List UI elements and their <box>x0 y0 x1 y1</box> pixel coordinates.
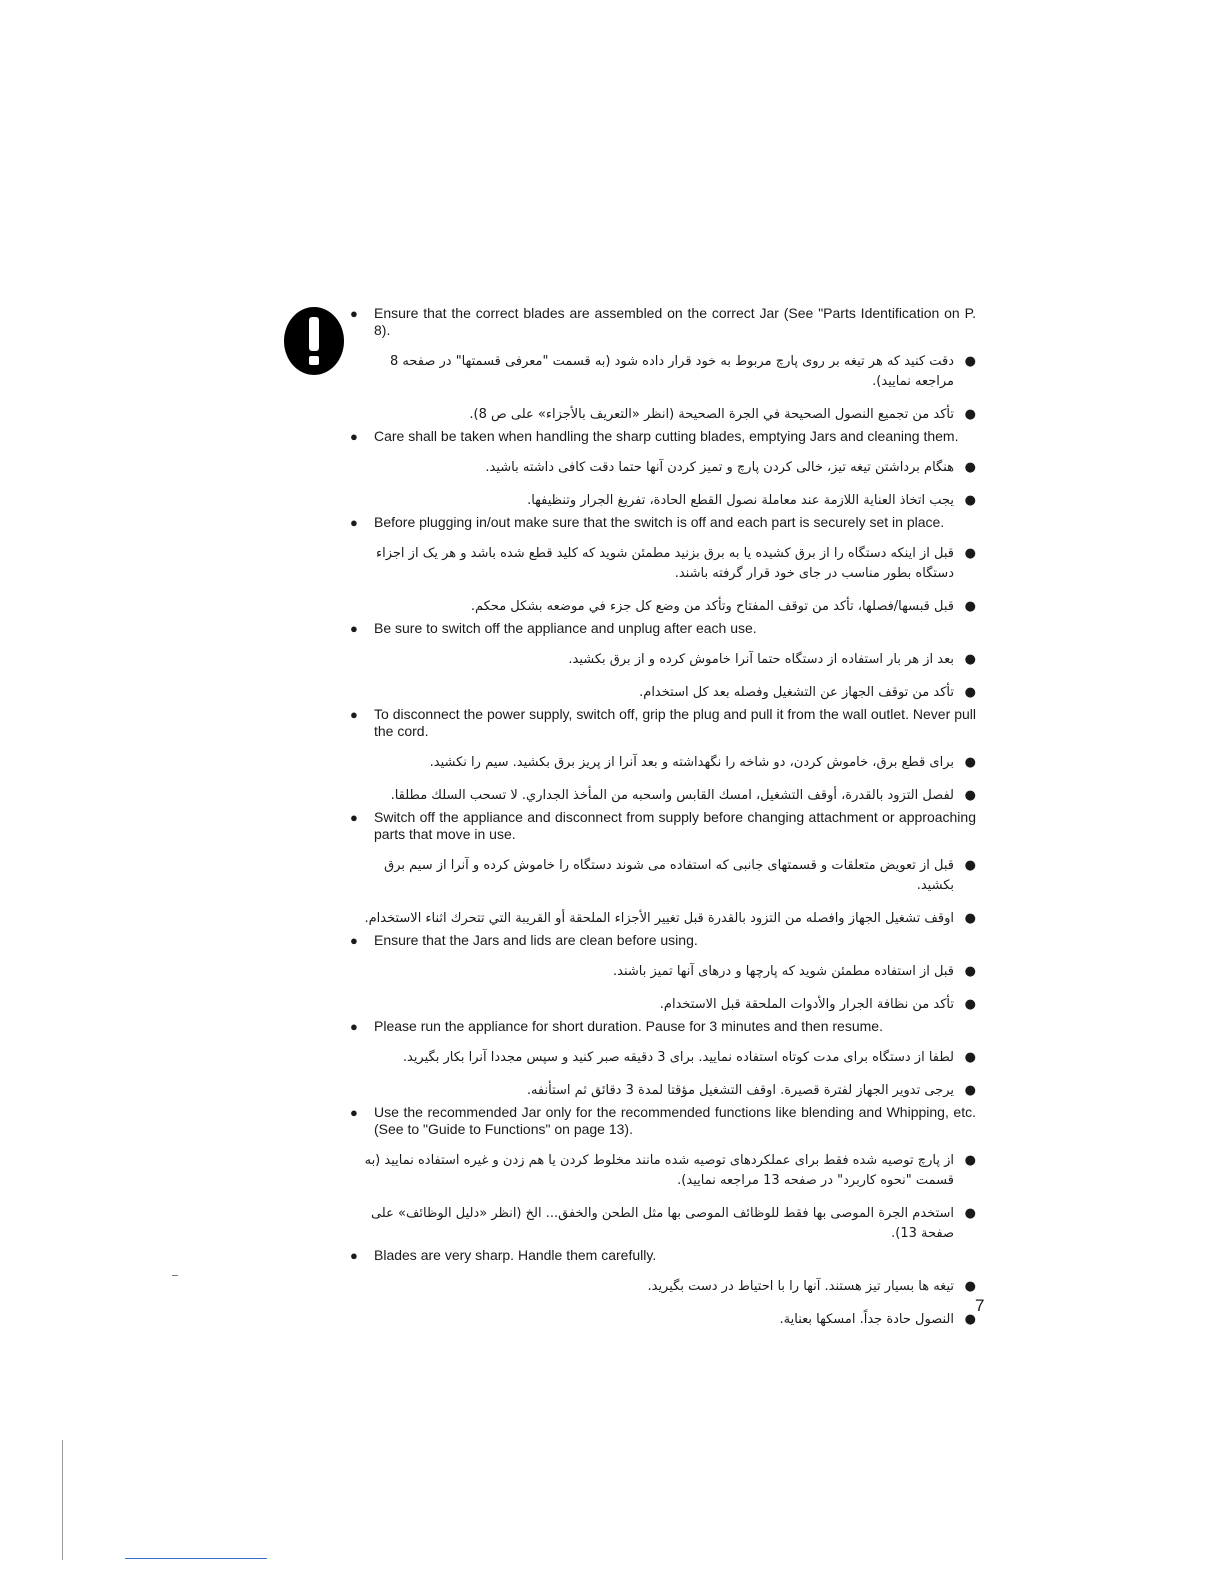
instruction-persian: ● دقت کنید که هر تیغه بر روی پارچ مربوط به خود قرار داده شود (به قسمت "معرفی قسمتها" در صفحه 8 مراجعه نمایید). <box>350 352 976 392</box>
page-number: 7 <box>975 1296 985 1315</box>
instruction-english: ● Be sure to switch off the appliance and unplug after each use. <box>350 620 976 637</box>
instruction-item <box>350 1104 976 1244</box>
instruction-persian: ● از پارچ توصیه شده فقط برای عملکردهای توصیه شده مانند مخلوط کردن یا هم زدن و غیره استفاده نمایید (به قسمت "نحوه کاربرد" در صفحه 13 مراجعه نمایید). <box>350 1151 976 1191</box>
instruction-arabic: ● قبل قبسها/فصلها، تأكد من توقف المفتاح وتأكد من وضع كل جزء في موضعه بشكل محكم. <box>350 597 976 617</box>
instruction-english: ● Use the recommended Jar only for the recommended functions like blending and Whipping, etc. (See to "Guide to Functions" on page 13). <box>350 1104 976 1138</box>
instruction-persian: ● هنگام برداشتن تیغه تیز، خالی کردن پارچ و تمیز کردن آنها حتما دقت کافی داشته باشید. <box>350 458 976 478</box>
instruction-item <box>350 620 976 703</box>
instruction-persian: ● لطفا از دستگاه برای مدت کوتاه استفاده نمایید. برای 3 دقیقه صبر کنید و سپس مجددا آنرا بکار بگیرید. <box>350 1048 976 1068</box>
instruction-item <box>350 1018 976 1101</box>
instruction-english: ● Ensure that the correct blades are assembled on the correct Jar (See "Parts Identification on P. 8). <box>350 305 976 339</box>
instruction-persian: ● قبل از تعویض متعلقات و قسمتهای جانبی که استفاده می شوند دستگاه را خاموش کرده و آنرا از سیم برق بکشید. <box>350 856 976 896</box>
instruction-arabic: ● استخدم الجرة الموصى بها فقط للوظائف الموصى بها مثل الطحن والخفق... الخ (انظر «دليل الوظائف» على صفحة 13). <box>350 1204 976 1244</box>
instruction-item <box>350 932 976 1015</box>
instruction-arabic: ● اوقف تشغيل الجهاز وافصله من التزود بالقدرة قبل تغيير الأجزاء الملحقة أو القريبة التي تتحرك اثناء الاستخدام. <box>350 909 976 929</box>
instruction-english: ● Please run the appliance for short duration. Pause for 3 minutes and then resume. <box>350 1018 976 1035</box>
instruction-english: ● Before plugging in/out make sure that the switch is off and each part is securely set in place. <box>350 514 976 531</box>
instruction-english: ● To disconnect the power supply, switch off, grip the plug and pull it from the wall outlet. Never pull the cord. <box>350 706 976 740</box>
instruction-persian: ● تیغه ها بسیار تیز هستند. آنها را با احتیاط در دست بگیرید. <box>350 1277 976 1297</box>
instruction-arabic: ● لفصل التزود بالقدرة، أوقف التشغيل، امسك القابس واسحبه من المأخذ الجداري. لا تسحب السلك مطلقا. <box>350 786 976 806</box>
instruction-item <box>350 1247 976 1330</box>
instruction-arabic: ● النصول حادة جداً. امسكها بعناية. <box>350 1310 976 1330</box>
footer-rule <box>125 1558 267 1559</box>
instruction-persian: ● قبل از استفاده مطمئن شوید که پارچها و درهای آنها تمیز باشند. <box>350 962 976 982</box>
instruction-english: ● Switch off the appliance and disconnect from supply before changing attachment or approaching parts that move in use. <box>350 809 976 843</box>
instruction-item <box>350 706 976 806</box>
instruction-persian: ● قبل از اینکه دستگاه را از برق کشیده یا به برق بزنید مطمئن شوید که کلید قطع شده باشد و هر یک از اجزاء دستگاه بطور مناسب در جای خود قرار گرفته باشند. <box>350 544 976 584</box>
instruction-persian: ● برای قطع برق، خاموش کردن، دو شاخه را نگهداشته و بعد آنرا از پریز برق بکشید. سیم را نکشید. <box>350 753 976 773</box>
instruction-arabic: ● تأكد من نظافة الجرار والأدوات الملحقة قبل الاستخدام. <box>350 995 976 1015</box>
instruction-item <box>350 305 976 425</box>
instruction-arabic: ● يجب اتخاذ العناية اللازمة عند معاملة نصول القطع الحادة، تفريغ الجرار وتنظيفها. <box>350 491 976 511</box>
instruction-arabic: ● تأكد من تجميع النصول الصحيحة في الجرة الصحيحة (انظر «التعريف بالأجزاء» على ص 8). <box>350 405 976 425</box>
instruction-english: ● Ensure that the Jars and lids are clean before using. <box>350 932 976 949</box>
instruction-item <box>350 809 976 929</box>
safety-instructions <box>350 302 976 1333</box>
instruction-arabic: ● يرجى تدوير الجهاز لفترة قصيرة. اوقف التشغيل مؤقتا لمدة 3 دقائق ثم استأنفه. <box>350 1081 976 1101</box>
instruction-item <box>350 428 976 511</box>
instruction-arabic: ● تأكد من توقف الجهاز عن التشغيل وفصله بعد كل استخدام. <box>350 683 976 703</box>
margin-line <box>62 1440 63 1560</box>
margin-mark <box>172 1275 178 1276</box>
instruction-persian: ● بعد از هر بار استفاده از دستگاه حتما آنرا خاموش کرده و از برق بکشید. <box>350 650 976 670</box>
instruction-english: ● Care shall be taken when handling the sharp cutting blades, emptying Jars and cleaning them. <box>350 428 976 445</box>
instruction-english: ● Blades are very sharp. Handle them carefully. <box>350 1247 976 1264</box>
instruction-item <box>350 514 976 617</box>
warning-exclamation-icon <box>282 305 346 377</box>
